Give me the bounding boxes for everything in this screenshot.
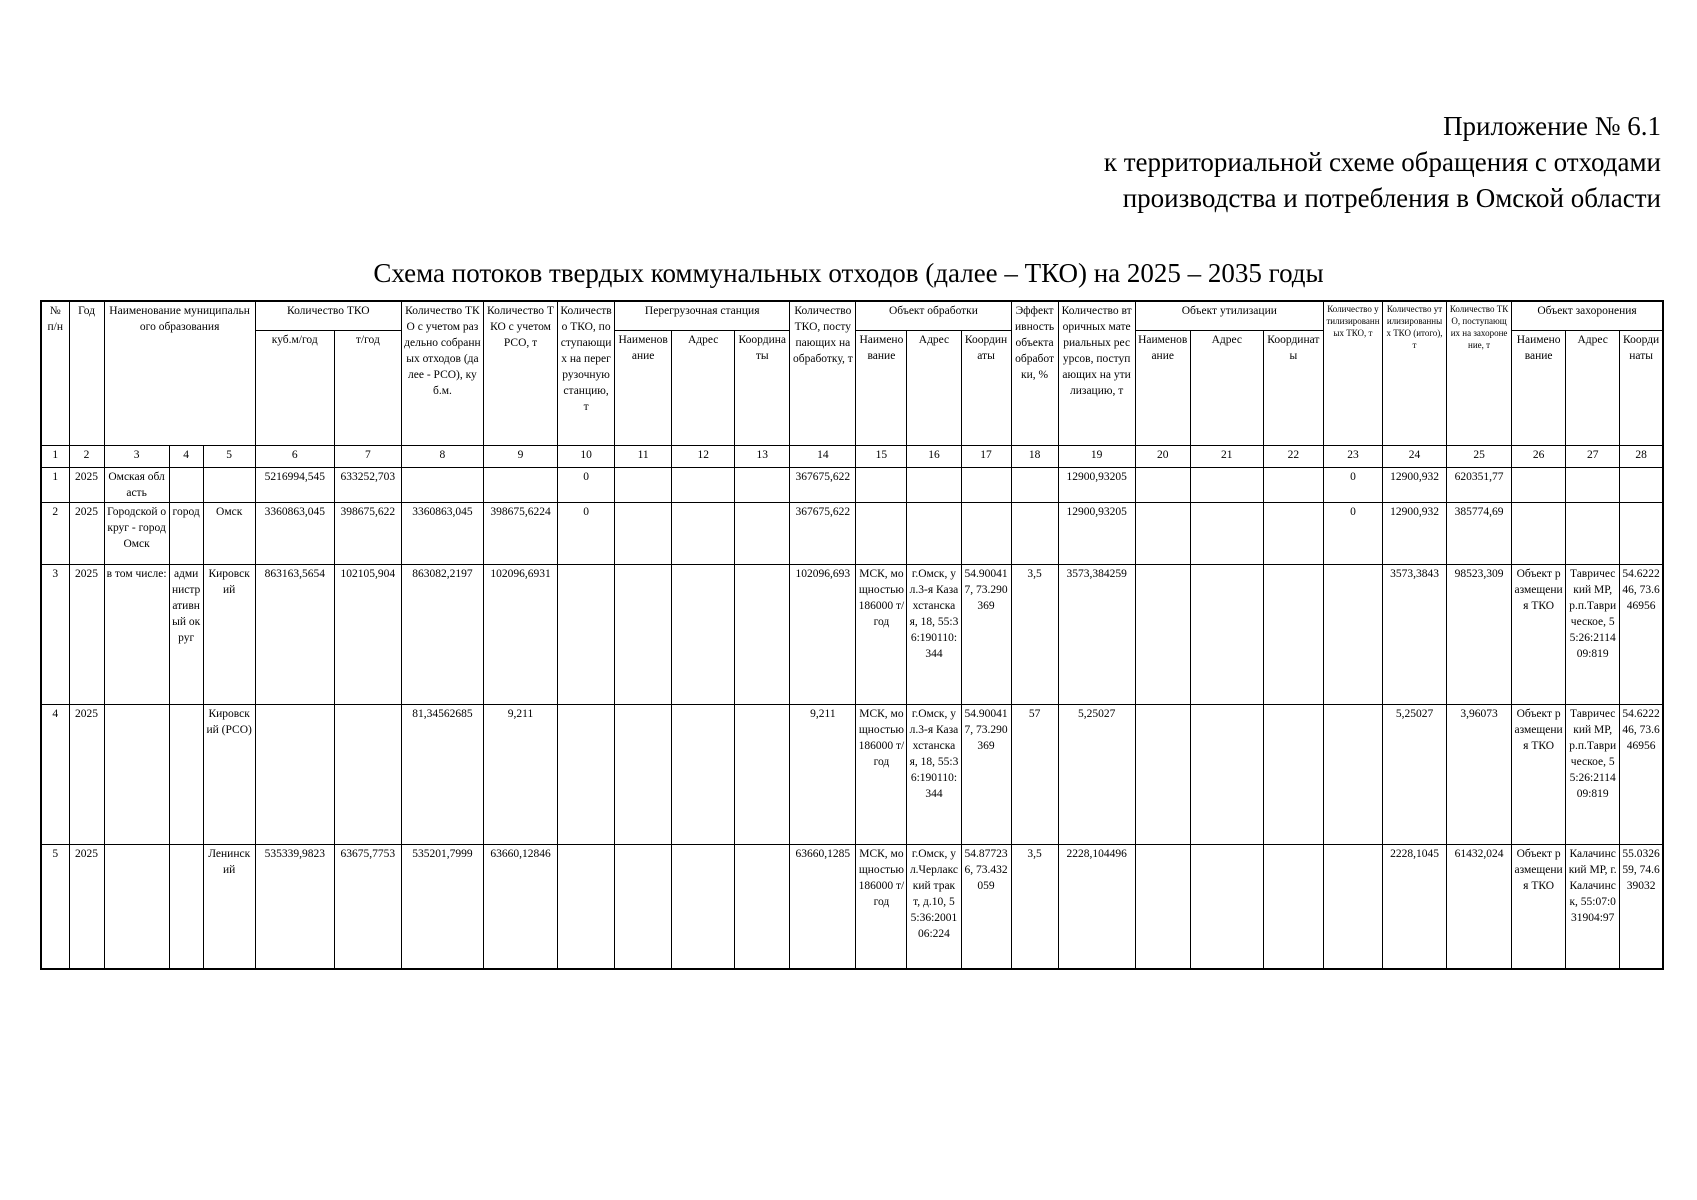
table-cell: [1135, 565, 1190, 705]
table-cell: [1620, 468, 1663, 503]
header-cell: Координаты: [735, 331, 790, 446]
header-cell: № п/н: [41, 301, 69, 446]
table-cell: 367675,622: [790, 503, 856, 565]
header-cell: Наименование: [615, 331, 672, 446]
table-cell: [169, 705, 203, 845]
column-number-cell: 9: [483, 446, 557, 468]
table-cell: 2025: [69, 503, 104, 565]
table-cell: [1620, 503, 1663, 565]
table-cell: [735, 503, 790, 565]
table-cell: 5,25027: [1058, 705, 1135, 845]
header-cell: Наименование: [856, 331, 907, 446]
table-cell: 12900,932: [1382, 503, 1446, 565]
table-cell: 863163,5654: [255, 565, 334, 705]
table-cell: 5: [41, 845, 69, 970]
header-cell: Год: [69, 301, 104, 446]
table-cell: [1512, 503, 1566, 565]
header-cell: Координаты: [961, 331, 1011, 446]
table-cell: 0: [1323, 468, 1382, 503]
table-cell: в том числе:: [104, 565, 169, 705]
header-cell: т/год: [334, 331, 401, 446]
column-number-cell: 13: [735, 446, 790, 468]
table-cell: [615, 705, 672, 845]
column-number-cell: 11: [615, 446, 672, 468]
table-cell: [1190, 503, 1263, 565]
table-cell: 3: [41, 565, 69, 705]
waste-flow-table: [40, 300, 1664, 970]
column-number-cell: 26: [1512, 446, 1566, 468]
table-cell: Калачинский МР, г.Калачинск, 55:07:031904:97: [1566, 845, 1620, 970]
column-number-cell: 19: [1058, 446, 1135, 468]
column-number-cell: 5: [203, 446, 255, 468]
table-cell: [735, 565, 790, 705]
header-cell: Адрес: [907, 331, 961, 446]
table-cell: г.Омск, ул.3-я Казахстанская, 18, 55:36:190110:344: [907, 705, 961, 845]
table-cell: 3573,3843: [1382, 565, 1446, 705]
table-cell: [483, 468, 557, 503]
header-cell: Количество ТКО: [255, 301, 401, 331]
table-cell: 2025: [69, 845, 104, 970]
table-cell: 102105,904: [334, 565, 401, 705]
table-cell: [1323, 565, 1382, 705]
table-cell: [104, 845, 169, 970]
table-cell: [1135, 468, 1190, 503]
table-cell: Кировский: [203, 565, 255, 705]
table-cell: [961, 468, 1011, 503]
table-cell: г.Омск, ул.3-я Казахстанская, 18, 55:36:190110:344: [907, 565, 961, 705]
column-number-cell: 3: [104, 446, 169, 468]
table-cell: [1263, 503, 1323, 565]
table-cell: 2025: [69, 468, 104, 503]
table-cell: 3,5: [1011, 565, 1058, 705]
table-row: [41, 468, 1663, 503]
table-cell: 0: [1323, 503, 1382, 565]
column-number-cell: 8: [401, 446, 483, 468]
table-cell: [615, 503, 672, 565]
table-cell: Кировский (РСО): [203, 705, 255, 845]
table-cell: [203, 468, 255, 503]
header-cell: Количество утилизированных ТКО, т: [1323, 301, 1382, 446]
header-cell: Перегрузочная станция: [615, 301, 790, 331]
table-cell: [334, 705, 401, 845]
column-number-cell: 27: [1566, 446, 1620, 468]
column-number-cell: 15: [856, 446, 907, 468]
table-cell: 3573,384259: [1058, 565, 1135, 705]
table-cell: [1323, 705, 1382, 845]
table-cell: Объект размещения ТКО: [1512, 565, 1566, 705]
table-cell: [255, 705, 334, 845]
header-cell: Количество ТКО, поступающих на обработку, т: [790, 301, 856, 446]
column-number-cell: 1: [41, 446, 69, 468]
header-cell: Координаты: [1620, 331, 1663, 446]
table-cell: [735, 468, 790, 503]
column-number-cell: 23: [1323, 446, 1382, 468]
column-number-cell: 21: [1190, 446, 1263, 468]
column-number-cell: 4: [169, 446, 203, 468]
table-cell: [1135, 845, 1190, 970]
column-number-cell: 2: [69, 446, 104, 468]
table-cell: 398675,622: [334, 503, 401, 565]
column-number-cell: 17: [961, 446, 1011, 468]
header-cell: Адрес: [672, 331, 735, 446]
table-cell: [1512, 468, 1566, 503]
table-cell: 2228,104496: [1058, 845, 1135, 970]
table-cell: [672, 705, 735, 845]
table-cell: [615, 468, 672, 503]
table-cell: 398675,6224: [483, 503, 557, 565]
table-cell: 54.900417, 73.290369: [961, 565, 1011, 705]
column-number-cell: 6: [255, 446, 334, 468]
header-cell: Объект утилизации: [1135, 301, 1323, 331]
header-cell: Объект обработки: [856, 301, 1011, 331]
table-cell: 633252,703: [334, 468, 401, 503]
table-cell: 0: [558, 503, 615, 565]
column-number-cell: 24: [1382, 446, 1446, 468]
table-cell: 3,96073: [1447, 705, 1512, 845]
table-cell: [558, 565, 615, 705]
table-cell: 57: [1011, 705, 1058, 845]
table-cell: 54.900417, 73.290369: [961, 705, 1011, 845]
header-cell: Наименование: [1512, 331, 1566, 446]
table-cell: [1566, 468, 1620, 503]
table-cell: [1190, 845, 1263, 970]
header-cell: Количество ТКО с учетом раздельно собранных отходов (далее - РСО), куб.м.: [401, 301, 483, 446]
table-cell: 12900,932: [1382, 468, 1446, 503]
table-cell: 3360863,045: [401, 503, 483, 565]
table-cell: [1011, 503, 1058, 565]
table-cell: 63675,7753: [334, 845, 401, 970]
table-cell: [672, 845, 735, 970]
table-cell: [401, 468, 483, 503]
table-cell: [961, 503, 1011, 565]
table-cell: 5,25027: [1382, 705, 1446, 845]
table-cell: Ленинский: [203, 845, 255, 970]
table-cell: [856, 503, 907, 565]
header-cell: Координаты: [1263, 331, 1323, 446]
table-cell: 12900,93205: [1058, 468, 1135, 503]
table-cell: [1135, 705, 1190, 845]
table-cell: 3,5: [1011, 845, 1058, 970]
column-number-row: [41, 446, 1663, 468]
table-cell: [735, 705, 790, 845]
header-cell: Количество ТКО с учетом РСО, т: [483, 301, 557, 446]
header-row-1: [41, 301, 1663, 331]
table-cell: [558, 705, 615, 845]
header-cell: Объект захоронения: [1512, 301, 1663, 331]
appendix-line-1: Приложение № 6.1: [1443, 111, 1661, 141]
header-cell: Количество ТКО, поступающих на захоронение, т: [1447, 301, 1512, 446]
table-cell: [169, 845, 203, 970]
table-cell: 102096,693: [790, 565, 856, 705]
document-title: Схема потоков твердых коммунальных отходов (далее – ТКО) на 2025 – 2035 годы: [373, 258, 1324, 288]
table-cell: 535201,7999: [401, 845, 483, 970]
header-cell: Количество вторичных материальных ресурсов, поступающих на утилизацию, т: [1058, 301, 1135, 446]
column-number-cell: 22: [1263, 446, 1323, 468]
header-cell: Наименование муниципального образования: [104, 301, 255, 446]
table-cell: 98523,309: [1447, 565, 1512, 705]
table-cell: Объект размещения ТКО: [1512, 705, 1566, 845]
appendix-header: [1104, 108, 1661, 216]
table-cell: 3360863,045: [255, 503, 334, 565]
table-cell: 81,34562685: [401, 705, 483, 845]
table-cell: [907, 503, 961, 565]
table-cell: [1011, 468, 1058, 503]
table-cell: 2: [41, 503, 69, 565]
column-number-cell: 18: [1011, 446, 1058, 468]
table-cell: 9,211: [790, 705, 856, 845]
table-cell: МСК, мощностью 186000 т/год: [856, 845, 907, 970]
column-number-cell: 28: [1620, 446, 1663, 468]
table-cell: Омск: [203, 503, 255, 565]
table-row: [41, 845, 1663, 970]
column-number-cell: 12: [672, 446, 735, 468]
table-cell: 63660,1285: [790, 845, 856, 970]
table-row: [41, 565, 1663, 705]
table-row: [41, 503, 1663, 565]
table-cell: 55.032659, 74.639032: [1620, 845, 1663, 970]
table-cell: Омская область: [104, 468, 169, 503]
table-cell: 863082,2197: [401, 565, 483, 705]
table-cell: 102096,6931: [483, 565, 557, 705]
table-cell: [615, 845, 672, 970]
table-cell: [856, 468, 907, 503]
table-cell: [1190, 468, 1263, 503]
table-cell: [1190, 565, 1263, 705]
table-cell: 63660,12846: [483, 845, 557, 970]
header-cell: куб.м/год: [255, 331, 334, 446]
table-cell: 61432,024: [1447, 845, 1512, 970]
table-cell: 2025: [69, 705, 104, 845]
header-cell: Количество утилизированных ТКО (итого), т: [1382, 301, 1446, 446]
table-cell: Таврический МР, р.п.Таврическое, 55:26:211409:819: [1566, 565, 1620, 705]
table-cell: [1323, 845, 1382, 970]
table-cell: 385774,69: [1447, 503, 1512, 565]
table-cell: Городской округ - город Омск: [104, 503, 169, 565]
table-cell: Таврический МР, р.п.Таврическое, 55:26:211409:819: [1566, 705, 1620, 845]
table-cell: административный округ: [169, 565, 203, 705]
table-cell: г.Омск, ул.Черлакский тракт, д.10, 55:36:200106:224: [907, 845, 961, 970]
table-cell: [1263, 705, 1323, 845]
table-cell: [104, 705, 169, 845]
table-cell: 2025: [69, 565, 104, 705]
table-cell: [672, 565, 735, 705]
column-number-cell: 7: [334, 446, 401, 468]
header-cell: Количество ТКО, поступающих на перегрузочную станцию, т: [558, 301, 615, 446]
column-number-cell: 10: [558, 446, 615, 468]
column-number-cell: 14: [790, 446, 856, 468]
table-cell: 620351,77: [1447, 468, 1512, 503]
column-number-cell: 20: [1135, 446, 1190, 468]
table-cell: [735, 845, 790, 970]
table-cell: 367675,622: [790, 468, 856, 503]
table-cell: [1566, 503, 1620, 565]
table-cell: 12900,93205: [1058, 503, 1135, 565]
appendix-line-3: производства и потребления в Омской области: [1122, 183, 1661, 213]
header-cell: Адрес: [1190, 331, 1263, 446]
table-cell: 535339,9823: [255, 845, 334, 970]
table-cell: [1135, 503, 1190, 565]
table-cell: [672, 503, 735, 565]
table-cell: 4: [41, 705, 69, 845]
table-cell: МСК, мощностью 186000 т/год: [856, 705, 907, 845]
table-cell: [558, 845, 615, 970]
table-cell: 5216994,545: [255, 468, 334, 503]
table-cell: 2228,1045: [1382, 845, 1446, 970]
header-cell: Эффективность объекта обработки, %: [1011, 301, 1058, 446]
header-cell: Наименование: [1135, 331, 1190, 446]
table-cell: [1190, 705, 1263, 845]
table-row: [41, 705, 1663, 845]
table-body: [41, 446, 1663, 970]
table-cell: 1: [41, 468, 69, 503]
table-cell: [1263, 565, 1323, 705]
table-cell: 54.622246, 73.646956: [1620, 705, 1663, 845]
table-cell: Объект размещения ТКО: [1512, 845, 1566, 970]
table-cell: город: [169, 503, 203, 565]
table-cell: [1263, 845, 1323, 970]
table-cell: 9,211: [483, 705, 557, 845]
appendix-line-2: к территориальной схеме обращения с отходами: [1103, 147, 1661, 177]
header-cell: Адрес: [1566, 331, 1620, 446]
table-cell: 54.622246, 73.646956: [1620, 565, 1663, 705]
table-cell: [1263, 468, 1323, 503]
column-number-cell: 16: [907, 446, 961, 468]
column-number-cell: 25: [1447, 446, 1512, 468]
table-cell: 54.877236, 73.432059: [961, 845, 1011, 970]
table-cell: [672, 468, 735, 503]
table-cell: [907, 468, 961, 503]
table-cell: МСК, мощностью 186000 т/год: [856, 565, 907, 705]
table-cell: 0: [558, 468, 615, 503]
table-cell: [169, 468, 203, 503]
table-cell: [615, 565, 672, 705]
